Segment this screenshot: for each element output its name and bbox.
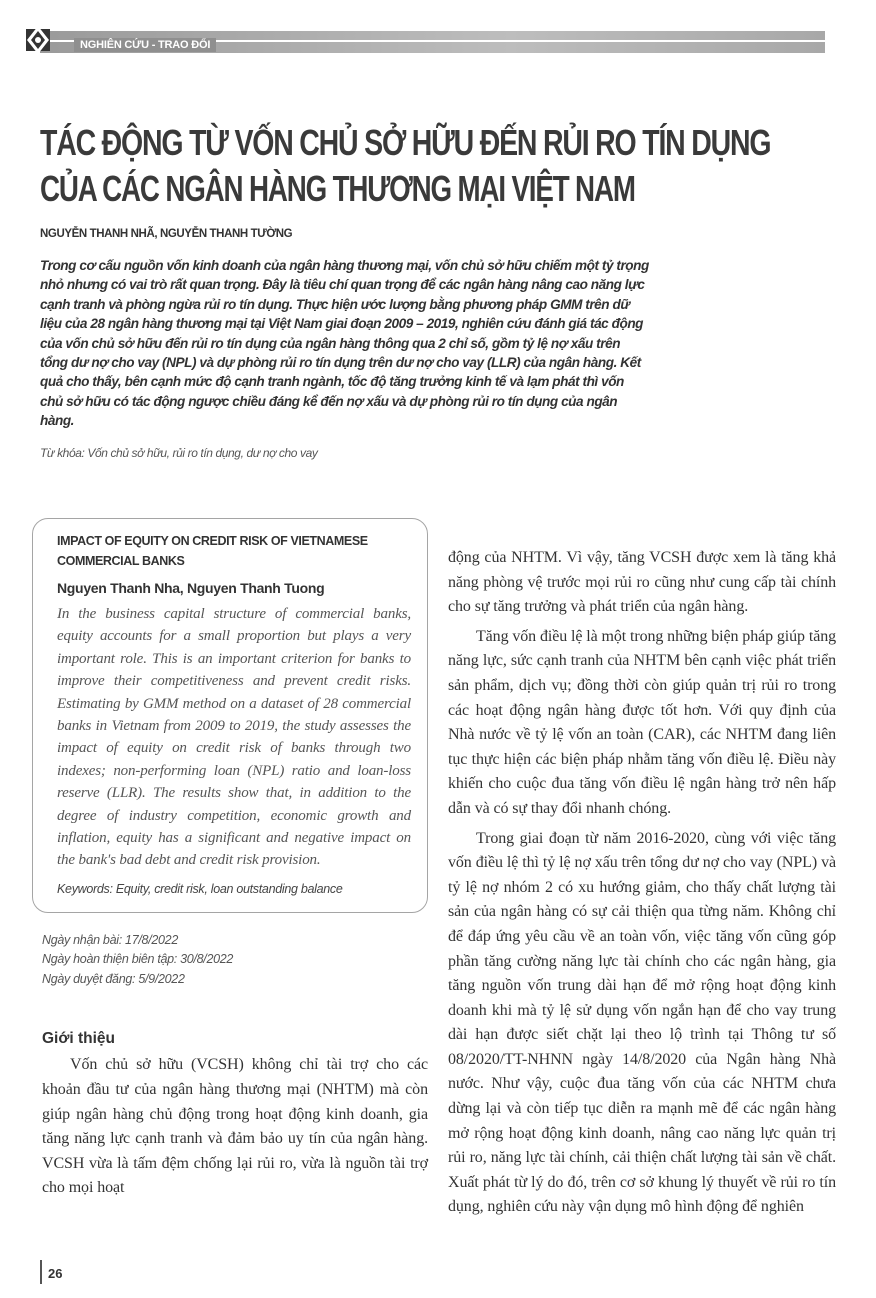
authors: NGUYỄN THANH NHÃ, NGUYỄN THANH TƯỜNG xyxy=(40,228,293,240)
english-authors: Nguyen Thanh Nha, Nguyen Thanh Tuong xyxy=(57,580,325,596)
page-number: 26 xyxy=(48,1266,63,1281)
english-title: IMPACT OF EQUITY ON CREDIT RISK OF VIETNAMESE COMMERCIAL BANKS xyxy=(57,534,368,568)
english-abstract-box xyxy=(32,518,428,913)
abstract: Trong cơ cấu nguồn vốn kinh doanh của ngân hàng thương mại, vốn chủ sở hữu chiếm một tỷ trọng nhỏ nhưng có vai trò rất quan trọng. Đây là tiêu chí quan trọng để các ngân hàng nâng cao năng lực cạnh tranh và phòng ngừa rủi ro tín dụng. Thực hiện ước lượng bằng phương pháp GMM trên dữ liệu của 28 ngân hàng thương mại tại Việt Nam giai đoạn 2009 – 2019, nghiên cứu đánh giá tác động của vốn chủ sở hữu đến rủi ro tín dụng của ngân hàng thông qua 2 chỉ số, gồm tỷ lệ nợ xấu trên tổng dư nợ cho vay (NPL) và dự phòng rủi ro tín dụng trên dư nợ cho vay (LLR) của ngân hàng. Kết quả cho thấy, bên cạnh mức độ cạnh tranh ngành, tốc độ tăng trưởng kinh tế và lạm phát thì vốn chủ sở hữu có tác động ngược chiều đáng kể đến nợ xấu và dự phòng rủi ro tín dụng của ngân hàng. xyxy=(40,258,649,429)
date-approved: Ngày duyệt đăng: 5/9/2022 xyxy=(42,971,185,986)
section-label: NGHIÊN CỨU - TRAO ĐỔI xyxy=(74,38,216,52)
page-number-bar xyxy=(40,1260,42,1284)
title-line: CỦA CÁC NGÂN HÀNG THƯƠNG MẠI VIỆT NAM xyxy=(40,168,635,209)
left-column-body xyxy=(32,1053,428,1201)
article-header xyxy=(40,120,830,461)
english-abstract: In the business capital structure of commercial banks, equity accounts for a small proportion but plays a very important role. This is an important criterion for banks to improve their competitiveness and prevent credit risks. Estimating by GMM method on a dataset of 28 commercial banks in Vietnam from 2009 to 2019, the study assesses the impact of equity on credit risk of banks through two indexes; non-performing loan (NPL) ratio and loan-loss reserve (LLR). The results show that, in addition to the degree of industry competition, economic growth and inflation, equity has a significant and negative impact on the bank's bad debt and credit risk provision. xyxy=(57,606,411,869)
english-keywords: Keywords: Equity, credit risk, loan outstanding balance xyxy=(57,881,343,896)
diamond-logo-icon xyxy=(24,24,52,56)
paragraph: động của NHTM. Vì vậy, tăng VCSH được xem là tăng khả năng phòng vệ trước mọi rủi ro cũng như cung cấp tài chính cho sự tăng trưởng và phát triển của ngân hàng. xyxy=(448,549,836,616)
article-title xyxy=(40,120,830,212)
date-received: Ngày nhận bài: 17/8/2022 xyxy=(42,932,178,947)
title-line: TÁC ĐỘNG TỪ VỐN CHỦ SỞ HỮU ĐẾN RỦI RO TÍN DỤNG xyxy=(40,122,771,163)
left-column xyxy=(32,518,428,1206)
keywords: Từ khóa: Vốn chủ sở hữu, rủi ro tín dụng, dư nợ cho vay xyxy=(40,445,318,460)
date-edited: Ngày hoàn thiện biên tập: 30/8/2022 xyxy=(42,952,234,967)
intro-heading: Giới thiệu xyxy=(42,1030,116,1048)
right-column-body xyxy=(448,546,836,1225)
paragraph: Trong giai đoạn từ năm 2016-2020, cùng với việc tăng vốn điều lệ thì tỷ lệ nợ xấu trên tổng dư nợ cho vay (NPL) và tỷ lệ nợ nhóm 2 có xu hướng giảm, cho thấy chất lượng tài sản của ngân hàng có sự cải thiện qua từng năm. Không chỉ để đáp ứng yêu cầu về an toàn vốn, việc tăng vốn cũng góp phần tăng cường năng lực tài chính cho các ngân hàng, gia tăng nguồn vốn trung dài hạn để mở rộng hoạt động kinh doanh khi mà tỷ lệ sử dụng vốn ngắn hạn để cho vay trung dài hạn được siết chặt lại theo lộ trình tại Thông tư số 08/2020/TT-NHNN ngày 14/8/2020 của Ngân hàng Nhà nước. Như vậy, cuộc đua tăng vốn của các NHTM chưa dừng lại và còn tiếp tục diễn ra mạnh mẽ để các ngân hàng mở rộng hoạt động kinh doanh, nâng cao năng lực quản trị rủi ro, năng lực tài chính, cải thiện chất lượng tài sản về chất. Xuất phát từ lý do đó, trên cơ sở khung lý thuyết về rủi ro tín dụng, nghiên cứu này vận dụng mô hình động để nghiên xyxy=(448,829,836,1216)
dates xyxy=(32,931,428,990)
paragraph: Tăng vốn điều lệ là một trong những biện pháp giúp tăng năng lực, sức cạnh tranh của NHTM bên cạnh việc phát triển sản phẩm, dịch vụ; đồng thời còn giúp quản trị rủi ro trong các hoạt động ngân hàng được tốt hơn. Với quy định của Nhà nước về tỷ lệ vốn an toàn (CAR), các NHTM đang liên tục thực hiện các biện pháp nhằm tăng vốn điều lệ. Điều này khiến cho cuộc đua tăng vốn điều lệ ngân hàng trở nên hấp dẫn và có sự thay đổi nhanh chóng. xyxy=(448,627,836,817)
paragraph: Vốn chủ sở hữu (VCSH) không chỉ tài trợ cho các khoản đầu tư của ngân hàng thương mại (NHTM) mà còn giúp ngân hàng chủ động trong hoạt động kinh doanh, gia tăng năng lực cạnh tranh và đảm bảo uy tín của ngân hàng. VCSH vừa là tấm đệm chống lại rủi ro, vừa là nguồn tài trợ cho mọi hoạt xyxy=(42,1056,428,1197)
